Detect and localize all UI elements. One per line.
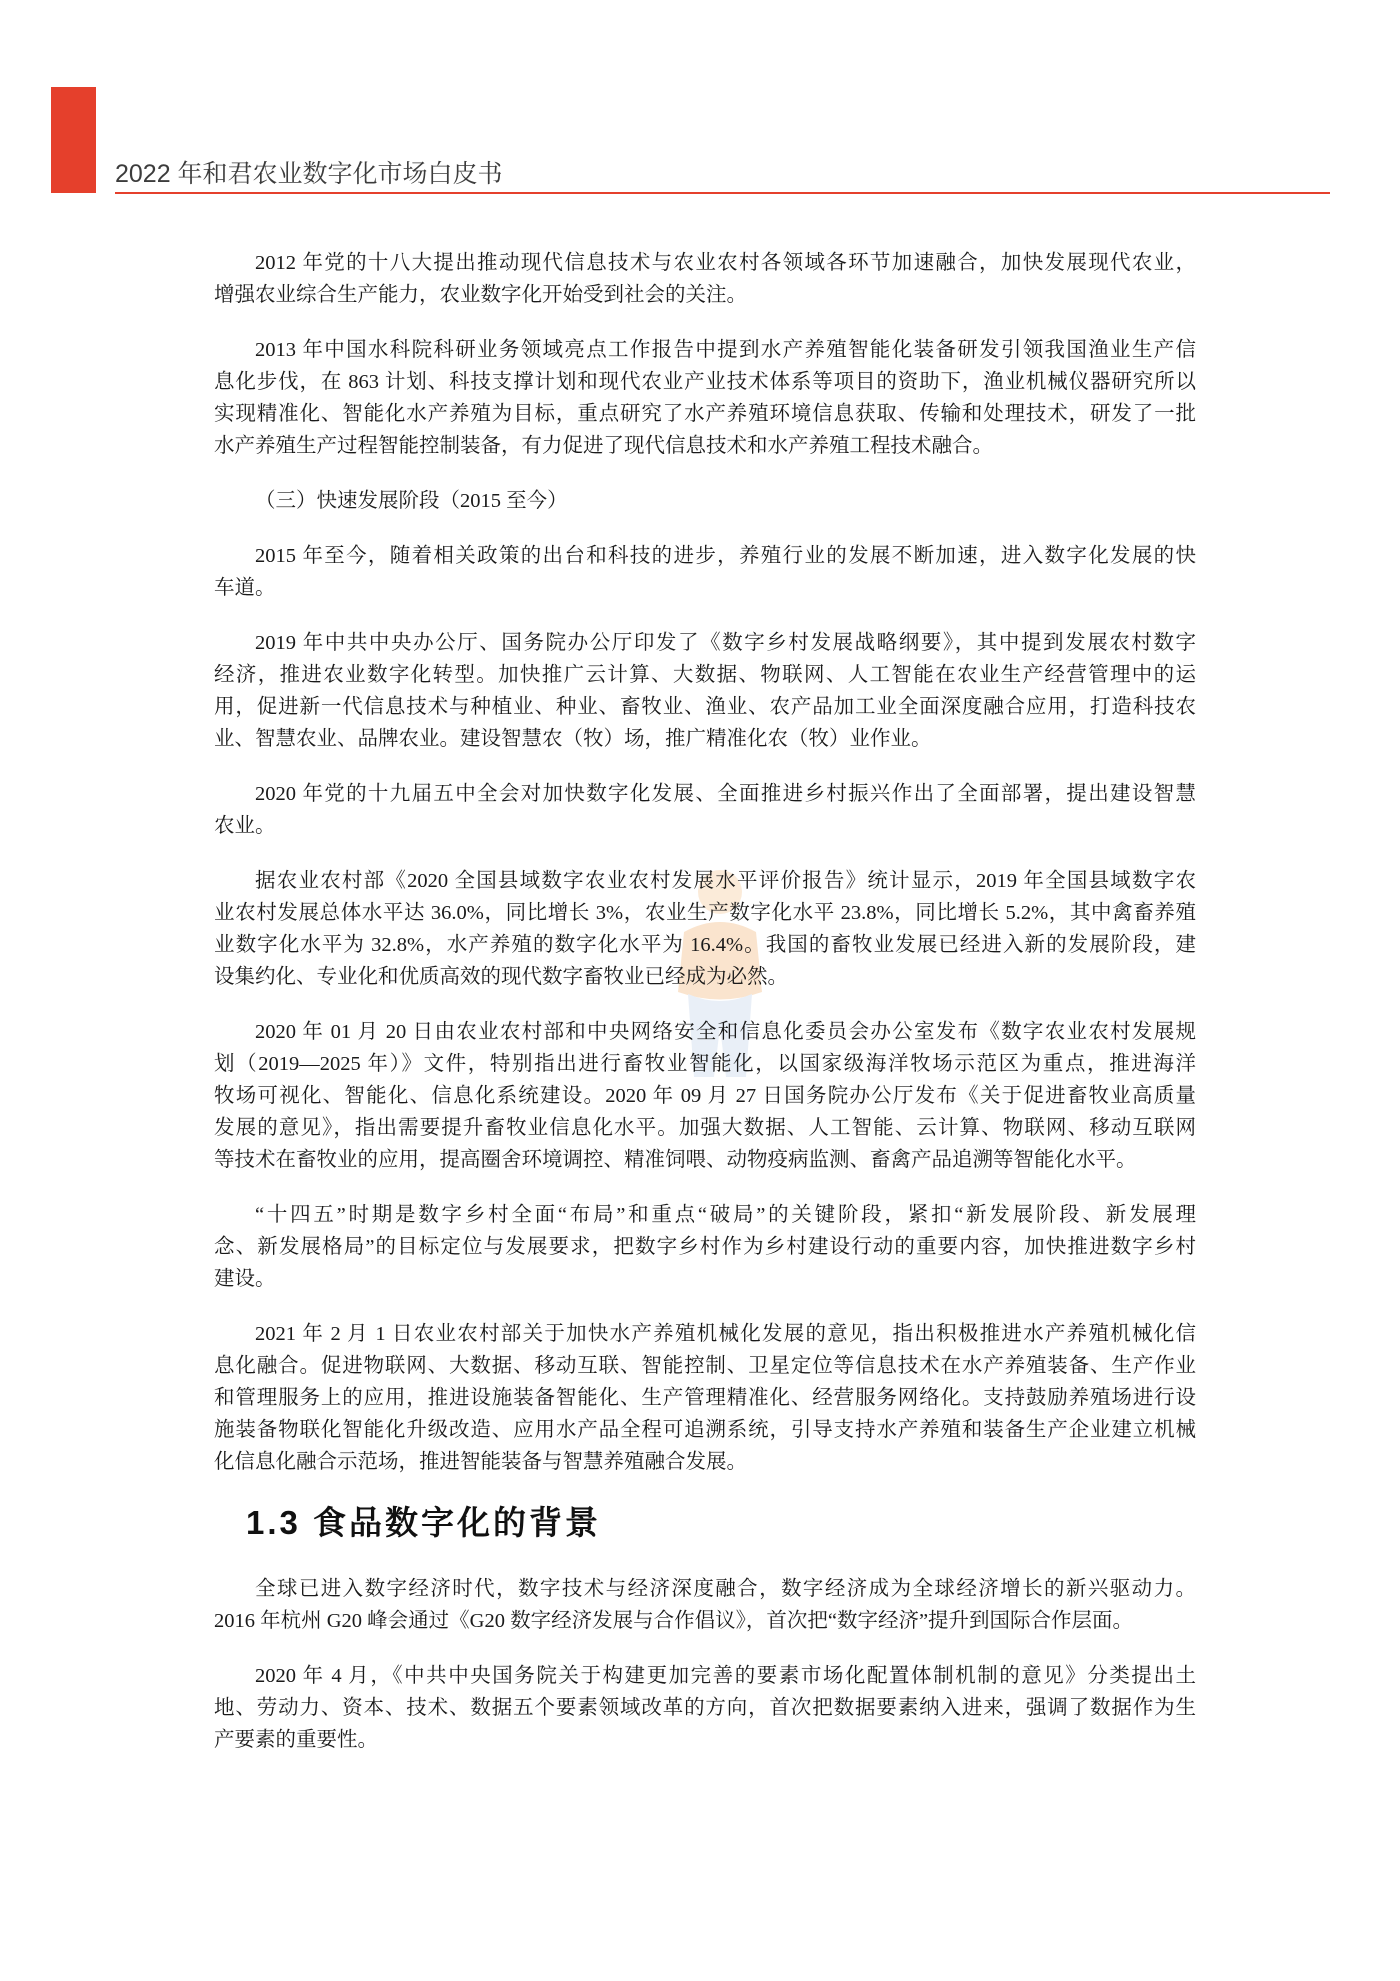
text-line: 业数字化水平为 32.8%，水产养殖的数字化水平为 16.4%。我国的畜牧业发展已经进入新的发展阶段，建 xyxy=(214,933,1196,956)
text-line: 业、智慧农业、品牌农业。建设智慧农（牧）场，推广精准化农（牧）业作业。 xyxy=(214,727,932,750)
text-line: 业农村发展总体水平达 36.0%，同比增长 3%，农业生产数字化水平 23.8%，同比增长 5.2%，其中禽畜养殖 xyxy=(214,901,1196,924)
document-title: 2022 年和君农业数字化市场白皮书 xyxy=(115,160,503,188)
paragraph xyxy=(214,1318,1196,1478)
text-line: （三）快速发展阶段（2015 至今） xyxy=(255,489,568,512)
paragraph xyxy=(214,334,1196,462)
paragraph xyxy=(214,627,1196,755)
text-line: 2015 年至今，随着相关政策的出台和科技的进步，养殖行业的发展不断加速，进入数字化发展的快 xyxy=(255,544,1196,567)
text-line: 产要素的重要性。 xyxy=(214,1729,378,1752)
text-line: 增强农业综合生产能力，农业数字化开始受到社会的关注。 xyxy=(214,284,747,307)
text-line: 念、新发展格局”的目标定位与发展要求，把数字乡村作为乡村建设行动的重要内容，加快推进数字乡村 xyxy=(214,1235,1196,1258)
text-line: 息化步伐，在 863 计划、科技支撑计划和现代农业产业技术体系等项目的资助下，渔业机械仪器研究所以 xyxy=(214,370,1196,393)
paragraph xyxy=(214,778,1196,842)
text-line: “十四五”时期是数字乡村全面“布局”和重点“破局”的关键阶段，紧扣“新发展阶段、新发展理 xyxy=(255,1203,1196,1226)
text-line: 实现精准化、智能化水产养殖为目标，重点研究了水产养殖环境信息获取、传输和处理技术，研发了一批 xyxy=(214,403,1196,426)
text-line: 等技术在畜牧业的应用，提高圈舍环境调控、精准饲喂、动物疫病监测、畜禽产品追溯等智能化水平。 xyxy=(214,1148,1137,1171)
text-line: 发展的意见》，指出需要提升畜牧业信息化水平。加强大数据、人工智能、云计算、物联网、移动互联网 xyxy=(214,1116,1196,1139)
text-line: 牧场可视化、智能化、信息化系统建设。2020 年 09 月 27 日国务院办公厅发布《关于促进畜牧业高质量 xyxy=(214,1084,1196,1107)
text-line: 2020 年党的十九届五中全会对加快数字化发展、全面推进乡村振兴作出了全面部署，提出建设智慧 xyxy=(255,782,1196,805)
document-body xyxy=(214,247,1196,1779)
text-line: 息化融合。促进物联网、大数据、移动互联、智能控制、卫星定位等信息技术在水产养殖装备、生产作业 xyxy=(214,1354,1196,1377)
text-line: 农业。 xyxy=(214,814,276,837)
text-line: 地、劳动力、资本、技术、数据五个要素领域改革的方向，首次把数据要素纳入进来，强调了数据作为生 xyxy=(214,1697,1196,1720)
text-line: 全球已进入数字经济时代，数字技术与经济深度融合，数字经济成为全球经济增长的新兴驱动力。 xyxy=(255,1578,1196,1601)
paragraph xyxy=(214,540,1196,604)
text-line: 车道。 xyxy=(214,576,276,599)
text-line: 建设。 xyxy=(214,1267,276,1290)
text-line: 设集约化、专业化和优质高效的现代数字畜牧业已经成为必然。 xyxy=(214,965,788,988)
text-line: 2020 年 4 月，《中共中央国务院关于构建更加完善的要素市场化配置体制机制的意见》分类提出土 xyxy=(255,1665,1196,1688)
paragraph xyxy=(214,1573,1196,1637)
text-line: 划（2019—2025 年）》文件，特别指出进行畜牧业智能化，以国家级海洋牧场示范区为重点，推进海洋 xyxy=(214,1052,1196,1075)
text-line: 2012 年党的十八大提出推动现代信息技术与农业农村各领域各环节加速融合，加快发展现代农业， xyxy=(255,252,1196,274)
header-divider xyxy=(115,192,1330,194)
header-accent-bar xyxy=(51,87,96,193)
text-line: 据农业农村部《2020 全国县域数字农业农村发展水平评价报告》统计显示，2019 年全国县域数字农 xyxy=(255,869,1196,892)
subsection-title xyxy=(214,485,1196,517)
text-line: 水产养殖生产过程智能控制装备，有力促进了现代信息技术和水产养殖工程技术融合。 xyxy=(214,435,993,458)
text-line: 2016 年杭州 G20 峰会通过《G20 数字经济发展与合作倡议》，首次把“数字经济”提升到国际合作层面。 xyxy=(214,1610,1134,1633)
paragraph xyxy=(214,1016,1196,1176)
text-line: 化信息化融合示范场，推进智能装备与智慧养殖融合发展。 xyxy=(214,1451,747,1474)
text-line: 2019 年中共中央办公厅、国务院办公厅印发了《数字乡村发展战略纲要》，其中提到发展农村数字 xyxy=(255,631,1196,654)
text-line: 施装备物联化智能化升级改造、应用水产品全程可追溯系统，引导支持水产养殖和装备生产企业建立机械 xyxy=(214,1419,1196,1441)
text-line: 和管理服务上的应用，推进设施装备智能化、生产管理精准化、经营服务网络化。支持鼓励养殖场进行设 xyxy=(214,1386,1196,1409)
text-line: 2013 年中国水科院科研业务领域亮点工作报告中提到水产养殖智能化装备研发引领我国渔业生产信 xyxy=(255,338,1196,361)
paragraph xyxy=(214,865,1196,993)
paragraph xyxy=(214,1199,1196,1295)
text-line: 2020 年 01 月 20 日由农业农村部和中央网络安全和信息化委员会办公室发布《数字农业农村发展规 xyxy=(255,1020,1196,1043)
text-line: 2021 年 2 月 1 日农业农村部关于加快水产养殖机械化发展的意见，指出积极推进水产养殖机械化信 xyxy=(255,1322,1196,1345)
section-heading: 1.3 食品数字化的背景 xyxy=(246,1503,602,1541)
paragraph xyxy=(214,247,1196,311)
text-line: 用，促进新一代信息技术与种植业、种业、畜牧业、渔业、农产品加工业全面深度融合应用，打造科技农 xyxy=(214,695,1196,718)
paragraph xyxy=(214,1660,1196,1756)
text-line: 经济，推进农业数字化转型。加快推广云计算、大数据、物联网、人工智能在农业生产经营管理中的运 xyxy=(214,663,1196,686)
